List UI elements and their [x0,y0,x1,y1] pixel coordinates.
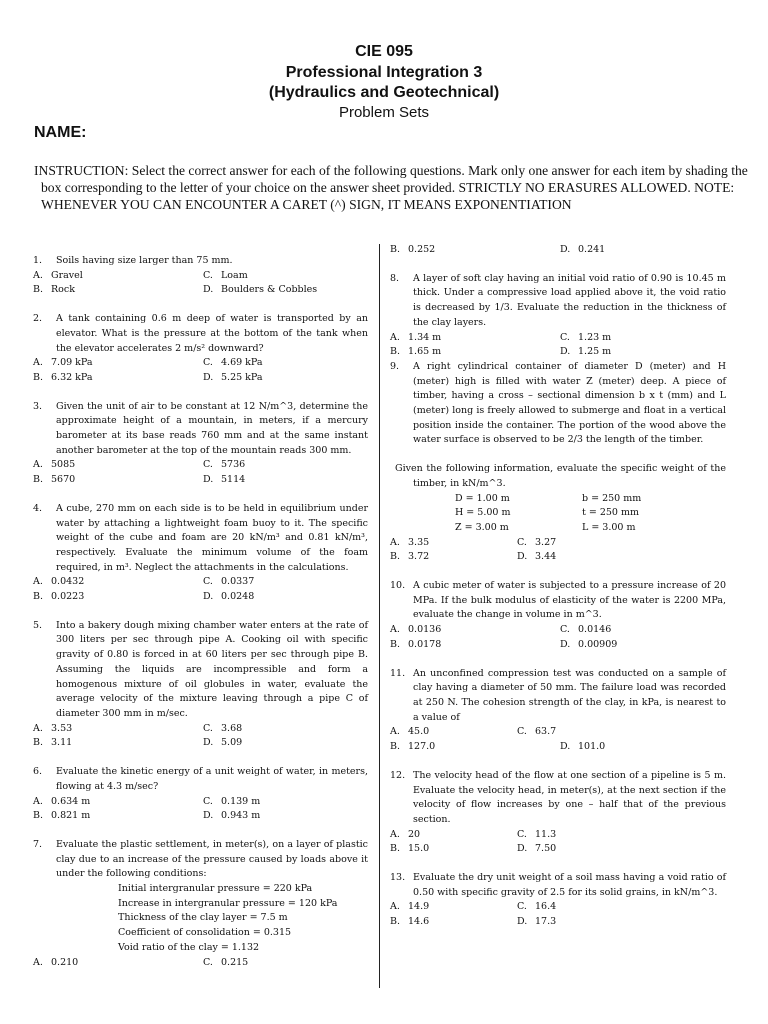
option-letter: C. [560,624,570,636]
question-9 [390,360,726,448]
option-d: 17.3 [535,916,557,928]
question-text: The velocity head of the flow at one section of a pipeline is 5 m. Evaluate the velocity head, in meter(s), at the next section if the velocity of flow increases by one – half that of the previous section. [413,769,726,825]
instruction-text: INSTRUCTION: Select the correct answer for each of the following questions. Mark only one answer for each item by shading the box corresponding to the letter of your choice on the answer sheet provided. STRICTLY NO ERASURES ALLOWED. NOTE: WHENEVER YOU CAN ENCOUNTER A CARET (^) SIGN, IT MEANS EXPONENTIATION [34,163,748,212]
question-text: A cubic meter of water is subjected to a pressure increase of 20 MPa. If the bulk modulus of elasticity of the water is 2200 MPa, evaluate the change in volume in m^3. [413,580,726,621]
option-letter: B. [390,551,401,563]
option-letter: D. [517,916,528,928]
right-column [390,243,726,930]
option-letter: B. [390,916,401,928]
question-number: 3. [33,400,43,412]
question-text: Evaluate the dry unit weight of a soil mass having a void ratio of 0.50 with specific gravity of 2.5 for its solid grains, in kN/m^3. [413,872,726,898]
option-b: 6.32 kPa [51,371,93,383]
question-number: 5. [33,619,43,631]
option-letter: A. [33,795,43,807]
given-line: Increase in intergranular pressure = 120 kPa [118,897,338,909]
question-2 [33,312,368,386]
name-label: NAME: [34,124,87,141]
option-letter: C. [517,726,527,738]
option-a: 5085 [51,459,76,471]
option-d: 5114 [221,474,246,486]
given-value: L = 3.00 m [582,521,636,533]
document-type: Problem Sets [338,104,430,121]
question-10 [390,579,726,653]
option-a: 3.53 [51,722,73,734]
option-c: 11.3 [535,828,557,840]
option-letter: C. [560,331,570,343]
option-a: 7.09 kPa [51,357,93,369]
option-letter: D. [560,346,571,358]
option-a: 0.210 [51,956,79,968]
option-letter: C. [517,536,527,548]
question-text: A tank containing 0.6 m deep of water is transported by an elevator. What is the pressure at the bottom of the tank when the elevator accelerates 2 m/s² downward? [56,313,368,354]
course-code: CIE 095 [355,43,413,60]
question-text: Soils having size larger than 75 mm. [56,255,233,266]
question-7 [33,838,368,970]
question-8 [390,272,726,360]
question-4 [33,502,368,605]
option-letter: B. [390,843,401,855]
option-letter: B. [390,638,401,650]
option-letter: B. [33,284,44,296]
given-value: D = 1.00 m [455,492,510,504]
option-c: 0.0337 [221,576,255,588]
option-d: 0.0248 [221,591,255,603]
option-b: 15.0 [408,843,430,855]
option-a: 0.634 m [51,795,91,807]
option-letter: D. [560,741,571,753]
option-d: 0.943 m [221,810,261,822]
question-number: 11. [390,667,406,679]
option-b: 0.252 [408,244,436,255]
option-letter: D. [203,810,214,822]
question-5 [33,619,368,751]
option-b: 1.65 m [408,346,442,358]
option-letter: D. [203,371,214,383]
option-letter: D. [203,591,214,603]
option-letter: B. [33,591,44,603]
given-values [390,492,726,536]
option-c: 4.69 kPa [221,357,263,369]
option-b: 0.821 m [51,810,91,822]
option-d: Boulders & Cobbles [221,284,318,296]
question-11 [390,667,726,755]
option-a: 20 [408,828,421,840]
option-a: 45.0 [408,726,430,738]
question-text: An unconfined compression test was conducted on a sample of clay having a diameter of 50 mm. The failure load was recorded at 250 N. The cohesion strength of the clay, in kPa, is nearest to a value of [413,667,726,723]
option-d: 3.44 [535,551,557,563]
option-d: 1.25 m [578,346,612,358]
option-a: 3.35 [408,536,430,548]
given-line: Void ratio of the clay = 1.132 [118,941,260,953]
option-c: 5736 [221,459,246,471]
option-a: 0.0432 [51,576,85,588]
option-letter: A. [33,459,43,471]
option-c: 0.0146 [578,624,612,636]
option-letter: A. [33,722,43,734]
option-letter: A. [390,331,400,343]
option-c: 16.4 [535,901,557,913]
option-a: 14.9 [408,901,430,913]
option-c: 3.27 [535,536,557,548]
question-number: 9. [390,360,400,372]
given-value: t = 250 mm [582,507,639,519]
question-9-given [390,462,726,565]
option-a: 0.0136 [408,624,442,636]
given-line: Coefficient of consolidation = 0.315 [118,927,292,939]
question-number: 8. [390,272,400,284]
option-d: 5.09 [221,737,243,749]
option-letter: B. [33,810,44,822]
option-d: 5.25 kPa [221,371,263,383]
option-letter: A. [33,357,43,369]
option-c: 0.139 m [221,795,261,807]
question-3 [33,400,368,488]
question-number: 7. [33,838,43,850]
course-title: Professional Integration 3 [285,64,483,81]
option-letter: C. [203,576,213,588]
question-6 [33,765,368,824]
option-b: Rock [51,284,75,296]
question-text: A layer of soft clay having an initial void ratio of 0.90 is 10.45 m thick. Under a compressive load applied above it, the void ratio is decreased by 1/3. Evaluate the reduction in the thickness of the clay layers. [413,272,726,328]
option-letter: B. [390,346,401,358]
question-number: 4. [33,502,43,514]
option-letter: C. [203,357,213,369]
question-text: Evaluate the plastic settlement, in meter(s), on a layer of plastic clay due to an increase of the pressure caused by loads above it under the following conditions: [56,838,368,880]
option-letter: A. [390,901,400,913]
question-number: 10. [390,580,406,592]
question-13 [390,871,726,930]
option-letter: A. [390,624,400,636]
option-letter: C. [203,459,213,471]
given-value: H = 5.00 m [455,507,511,519]
option-letter: D. [517,551,528,563]
option-c: 3.68 [221,722,243,734]
option-d: 101.0 [578,741,606,753]
left-column [33,254,368,970]
option-letter: B. [33,371,44,383]
option-letter: B. [33,474,44,486]
option-letter: D. [517,843,528,855]
option-letter: B. [390,244,401,255]
option-b: 3.11 [51,737,73,749]
course-subtitle: (Hydraulics and Geotechnical) [268,84,500,101]
option-a: Gravel [51,269,83,281]
option-letter: A. [33,956,43,968]
option-letter: D. [203,474,214,486]
option-c: 0.215 [221,956,249,968]
option-b: 127.0 [408,741,436,753]
question-text: Given the following information, evaluate the specific weight of the timber, in kN/m^3. [395,463,726,489]
given-value: b = 250 mm [582,492,642,504]
question-text: Evaluate the kinetic energy of a unit weight of water, in meters, flowing at 4.3 m/sec? [56,766,368,792]
question-7-continued [390,243,726,258]
given-line: Initial intergranular pressure = 220 kPa [118,883,313,895]
question-number: 2. [33,313,43,325]
question-1 [33,254,368,298]
option-letter: A. [33,576,43,588]
column-divider [379,244,380,988]
option-b: 5670 [51,474,76,486]
option-c: 1.23 m [578,331,612,343]
question-number: 13. [390,872,406,884]
question-number: 6. [33,766,43,778]
option-b: 0.0178 [408,638,442,650]
option-letter: C. [203,956,213,968]
option-letter: C. [203,269,213,281]
option-d: 0.241 [578,244,606,255]
option-b: 3.72 [408,551,430,563]
option-letter: D. [203,737,214,749]
option-c: Loam [221,269,248,281]
option-a: 1.34 m [408,331,442,343]
option-letter: B. [33,737,44,749]
option-letter: C. [203,795,213,807]
question-12 [390,769,726,857]
option-letter: B. [390,741,401,753]
question-number: 1. [33,255,43,266]
given-value: Z = 3.00 m [455,521,509,533]
option-letter: A. [390,726,400,738]
option-letter: D. [560,638,571,650]
option-b: 0.0223 [51,591,85,603]
option-d: 7.50 [535,843,557,855]
option-letter: C. [517,828,527,840]
option-b: 14.6 [408,916,430,928]
question-number: 12. [390,769,406,781]
question-text: A cube, 270 mm on each side is to be held in equilibrium under water by attaching a lightweight foam buoy to it. The specific weight of the cube and foam are 20 kN/m³ and 0.81 kN/m³, respectively. Evaluate the minimum volume of the foam required, in m³. Neglect the attachments in the calculations. [56,502,368,573]
given-line: Thickness of the clay layer = 7.5 m [118,912,288,924]
option-letter: D. [203,284,214,296]
given-conditions [33,882,368,956]
option-letter: A. [390,828,400,840]
option-letter: A. [390,536,400,548]
option-letter: C. [203,722,213,734]
option-c: 63.7 [535,726,557,738]
question-text: Into a bakery dough mixing chamber water enters at the rate of 300 liters per sec through pipe A. Cooking oil with specific gravity of 0.80 is forced in at 60 liters per sec through pipe B. Assuming the liquids are incompressible and form a homogenous mixture of oil globules in water, evaluate the average velocity of the mixture leaving through a pipe C of diameter 300 mm in m/sec. [56,619,368,719]
question-text: Given the unit of air to be constant at 12 N/m^3, determine the approximate height of a mountain, in meters, if a mercury barometer at its base reads 760 mm and at the same instant another barometer at the top of the mountain reads 300 mm. [56,400,368,456]
option-letter: A. [33,269,43,281]
option-letter: C. [517,901,527,913]
question-text: A right cylindrical container of diameter D (meter) and H (meter) high is filled with water Z (meter) deep. A piece of timber, having a cross – sectional dimension b x t (mm) and L (meter) long is freely allowed to submerge and float in a vertical position inside the container. The portion of the wood above the water surface is observed to be 2/3 the length of the timber. [413,360,726,446]
option-letter: D. [560,244,571,255]
option-d: 0.00909 [578,638,618,650]
